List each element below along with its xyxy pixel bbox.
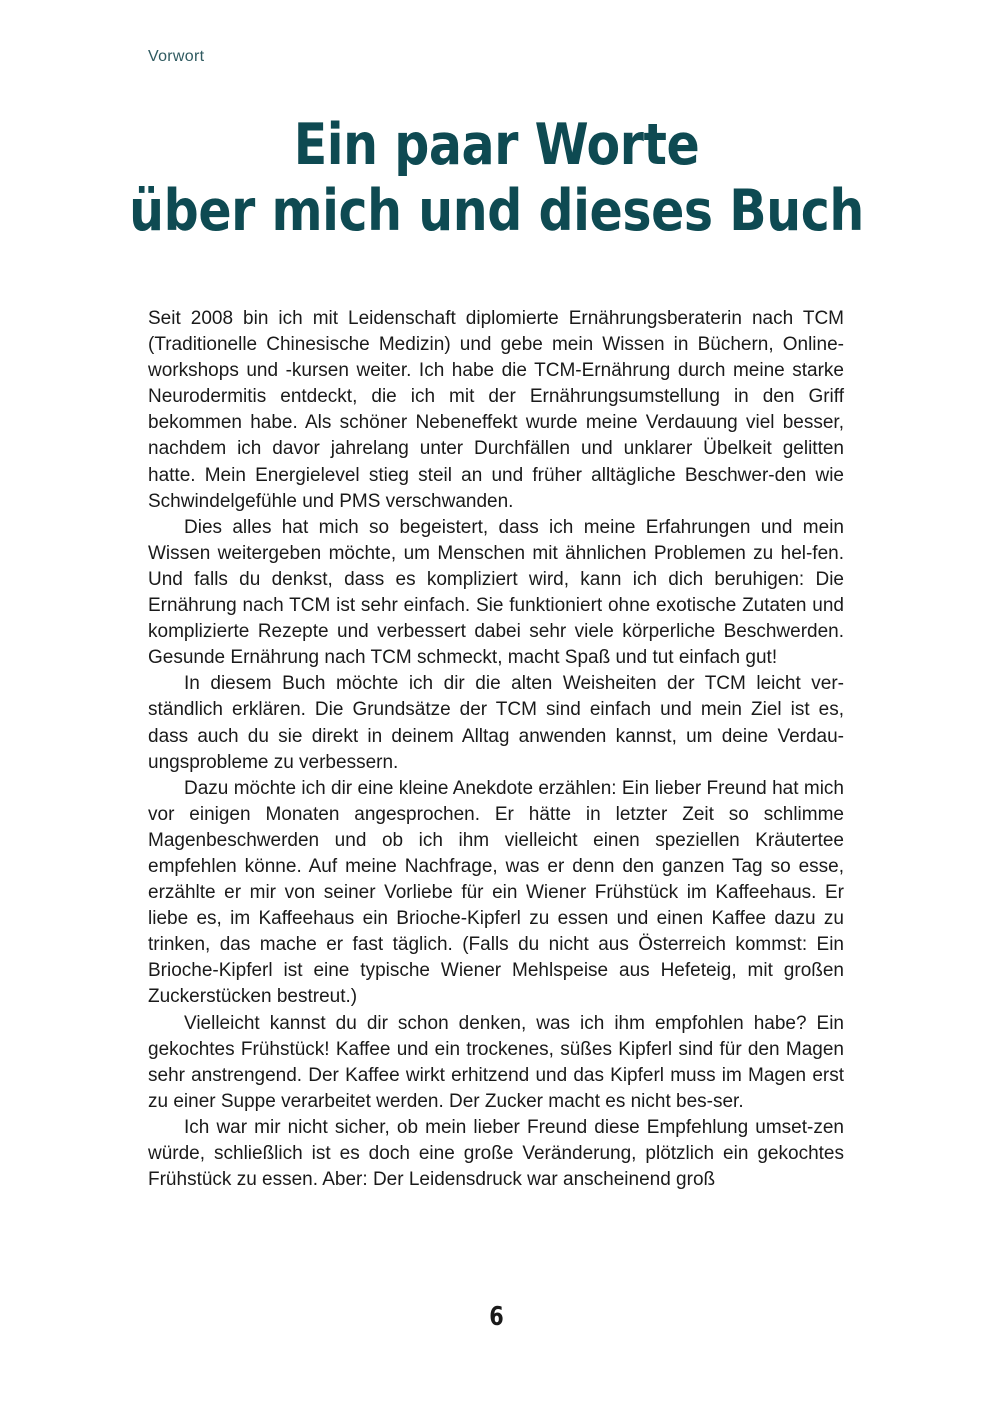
page-number: 6 [489, 1302, 504, 1332]
chapter-title-line-1: Ein paar Worte [293, 112, 700, 178]
paragraph-3: In diesem Buch möchte ich dir die alten Weisheiten der TCM leicht ver-ständlich erklären. Die Grundsätze der TCM sind einfach und mein Ziel ist es, dass auch du sie direkt in deinem Alltag anwenden kannst, um deine Verdau-ungsprobleme zu verbessern. [148, 673, 844, 773]
paragraph-5: Vielleicht kannst du dir schon denken, was ich ihm empfohlen habe? Ein gekochtes Frühstück! Kaffee und ein trockenes, süßes Kipferl sind für den Magen sehr anstrengend. Der Kaffee wirkt erhitzend und das Kipferl muss im Magen erst zu einer Suppe verarbeitet werden. Der Zucker macht es nicht bes-ser. [148, 1012, 844, 1112]
paragraph-6: Ich war mir nicht sicher, ob mein lieber Freund diese Empfehlung umset-zen würde, schließlich ist es doch eine große Veränderung, plötzlich ein gekochtes Frühstück zu essen. Aber: Der Leidensdruck war anscheinend groß [148, 1116, 844, 1191]
running-header: Vorwort [148, 48, 205, 65]
paragraph-4: Dazu möchte ich dir eine kleine Anekdote erzählen: Ein lieber Freund hat mich vor einigen Monaten angesprochen. Er hätte in letzter Zeit so schlimme Magenbeschwerden und ob ich ihm vielleicht einen speziellen Kräutertee empfehlen könne. Auf meine Nachfrage, was er denn den ganzen Tag so esse, erzählte er mir von seiner Vorliebe für ein Wiener Frühstück im Kaffeehaus. Er liebe es, im Kaffeehaus ein Brioche-Kipferl zu essen und einen Kaffee dazu zu trinken, das mache er fast täglich. (Falls du nicht aus Österreich kommst: Ein Brioche-Kipferl ist eine typische Wiener Mehlspeise aus Hefeteig, mit großen Zuckerstücken bestreut.) [148, 777, 844, 1008]
paragraph-1: Seit 2008 bin ich mit Leidenschaft diplomierte Ernährungsberaterin nach TCM (Traditionelle Chinesische Medizin) und gebe mein Wissen in Büchern, Online-workshops und -kursen weiter. Ich habe die TCM-Ernährung durch meine starke Neurodermitis entdeckt, die ich mit der Ernährungsumstellung in den Griff bekommen habe. Als schöner Nebeneffekt wurde meine Verdauung viel besser, nachdem ich davor jahrelang unter Durchfällen und unklarer Übelkeit gelitten hatte. Mein Energielevel stieg steil an und früher alltägliche Beschwer-den wie Schwindelgefühle und PMS verschwanden. [148, 308, 844, 512]
paragraph-2: Dies alles hat mich so begeistert, dass ich meine Erfahrungen und mein Wissen weitergeben möchte, um Menschen mit ähnlichen Problemen zu hel-fen. Und falls du denkst, dass es kompliziert wird, kann ich dich beruhigen: Die Ernährung nach TCM ist sehr einfach. Sie funktioniert ohne exotische Zutaten und komplizierte Rezepte und verbessert dabei sehr viele körperliche Beschwerden. Gesunde Ernährung nach TCM schmeckt, macht Spaß und tut einfach gut! [148, 516, 844, 669]
chapter-title-line-2: über mich und dieses Buch [129, 178, 864, 244]
body-text [148, 306, 844, 1193]
chapter-title [70, 112, 924, 244]
